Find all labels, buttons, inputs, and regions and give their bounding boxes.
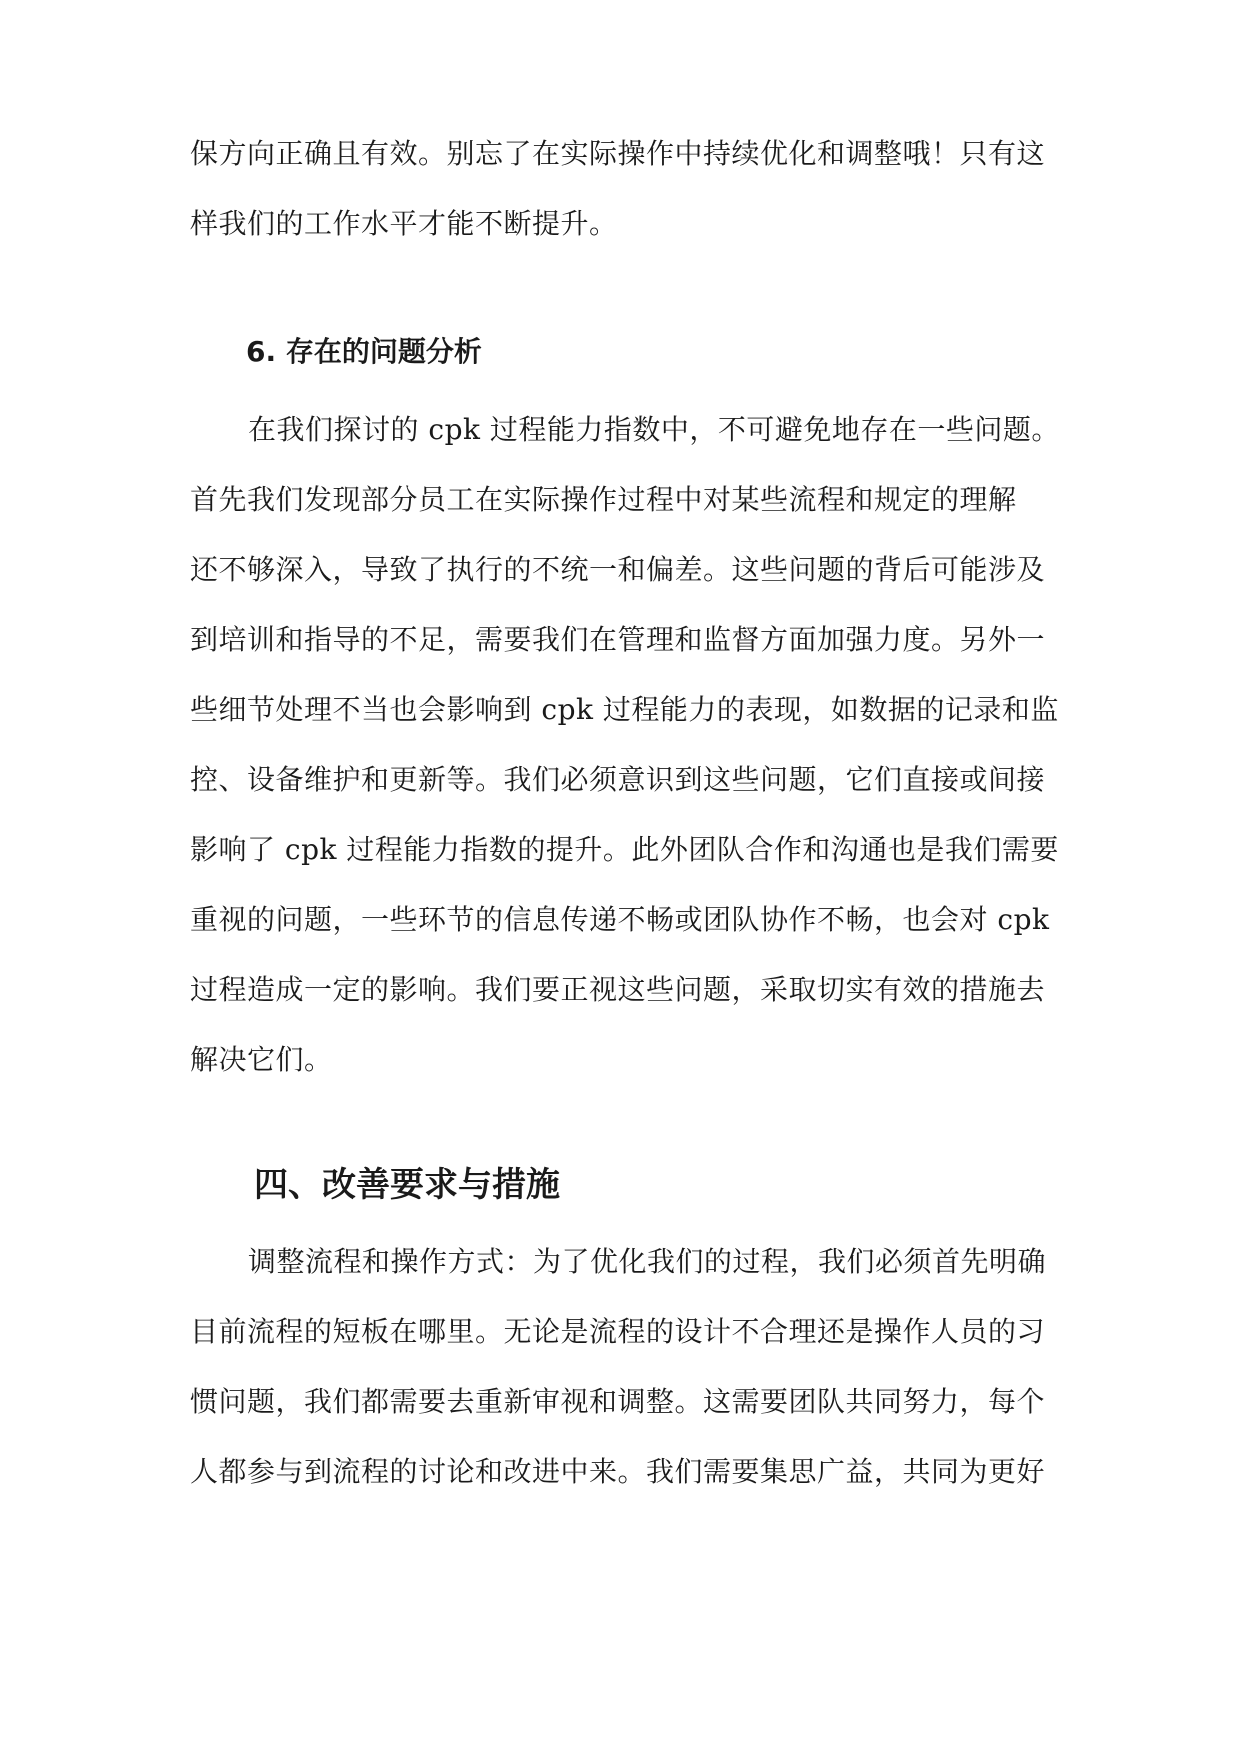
paragraph-line: 影响了 cpk 过程能力指数的提升。此外团队合作和沟通也是我们需要 [190, 833, 1059, 866]
chapter-heading-4: 四、改善要求与措施 [254, 1165, 560, 1205]
paragraph-line: 控、设备维护和更新等。我们必须意识到这些问题，它们直接或间接 [190, 763, 1046, 796]
paragraph-line: 还不够深入，导致了执行的不统一和偏差。这些问题的背后可能涉及 [190, 553, 1046, 586]
paragraph-line: 解决它们。 [190, 1043, 333, 1076]
paragraph-line: 调整流程和操作方式：为了优化我们的过程，我们必须首先明确 [248, 1245, 1047, 1278]
paragraph-line: 目前流程的短板在哪里。无论是流程的设计不合理还是操作人员的习 [190, 1315, 1046, 1348]
paragraph-line: 在我们探讨的 cpk 过程能力指数中，不可避免地存在一些问题。 [248, 413, 1060, 446]
paragraph-line: 重视的问题，一些环节的信息传递不畅或团队协作不畅，也会对 cpk [190, 903, 1050, 936]
section-heading-6: 6. 存在的问题分析 [246, 335, 482, 368]
paragraph-line: 保方向正确且有效。别忘了在实际操作中持续优化和调整哦！只有这 [190, 137, 1046, 170]
paragraph-line: 样我们的工作水平才能不断提升。 [190, 207, 618, 240]
paragraph-line: 人都参与到流程的讨论和改进中来。我们需要集思广益，共同为更好 [190, 1455, 1046, 1488]
paragraph-line: 到培训和指导的不足，需要我们在管理和监督方面加强力度。另外一 [190, 623, 1046, 656]
paragraph-line: 首先我们发现部分员工在实际操作过程中对某些流程和规定的理解 [190, 483, 1017, 516]
paragraph-line: 些细节处理不当也会影响到 cpk 过程能力的表现，如数据的记录和监 [190, 693, 1059, 726]
paragraph-line: 过程造成一定的影响。我们要正视这些问题，采取切实有效的措施去 [190, 973, 1046, 1006]
paragraph-line: 惯问题，我们都需要去重新审视和调整。这需要团队共同努力，每个 [190, 1385, 1046, 1418]
